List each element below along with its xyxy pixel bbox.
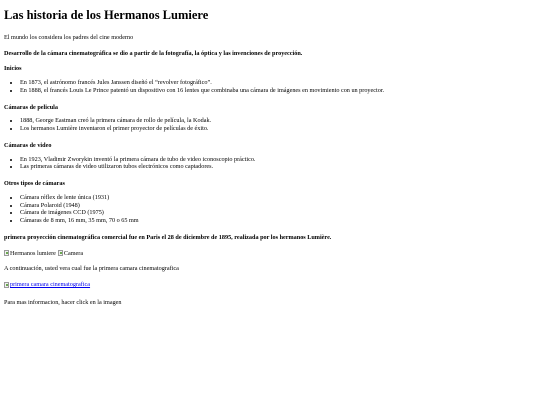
first-camera-image-alt: primera camara cinematografica (10, 281, 91, 288)
section-heading-inicios: Inicios (4, 65, 22, 73)
first-camera-link-paragraph (4, 281, 536, 291)
summary-text: Desarrollo de la cámara cinematográfica se dio a partir de la fotografía, la óptica y las invenciones de proyección. (4, 49, 303, 57)
image-row (4, 250, 536, 258)
list-item: • Los hermanos Lumière inventaron el primer proyector de películas de éxito. (20, 125, 536, 133)
camera-image-alt: Camera (63, 249, 84, 257)
list-item: • Las primeras cámaras de video utilizaron tubos electrónicos como captadores. (20, 163, 536, 171)
section-list-inicios (4, 79, 536, 95)
section-list-camaras-de-pelicula (4, 117, 536, 133)
list-item: • Cámara de imágenes CCD (1975) (20, 209, 536, 217)
first-camera-image-link[interactable] (4, 281, 90, 289)
broken-image-icon (4, 282, 9, 288)
section-list-camaras-de-video (4, 156, 536, 172)
list-item: • En 1873, el astrónomo francés Jules Janssen diseñó el “revolver fotográfico”. (20, 79, 536, 87)
section-list-otros-tipos (4, 194, 536, 225)
section-heading-otros-tipos: Otros tipos de cámaras (4, 180, 65, 187)
section-heading-camaras-de-video: Cámaras de video (4, 141, 52, 149)
camera-image (58, 250, 83, 258)
list-item: • 1888, George Eastman creó la primera cámara de rollo de película, la Kodak. (20, 117, 536, 125)
brothers-image (4, 250, 56, 258)
intro-text: El mundo los considera los padres del cine moderno (4, 33, 134, 41)
list-item: • Cámara Polaroid (1948) (20, 202, 536, 210)
broken-image-icon (58, 250, 63, 256)
first-projection-text: primera proyección cinematográfica comercial fue en Paris el 28 de diciembre de 1895, realizada por los hermanos Lumière. (4, 233, 332, 241)
list-item: • En 1888, el francés Louis Le Prince patentó un dispositivo con 16 lentes que combinaba una cámara de imágenes en movimiento con un proyector. (20, 87, 536, 95)
list-item: • Cámaras de 8 mm, 16 mm, 35 mm, 70 o 65 mm (20, 217, 536, 225)
brothers-image-alt: Hermanos lumiere (10, 249, 56, 257)
page-title: Las historia de los Hermanos Lumiere (4, 8, 209, 22)
broken-image-icon (4, 250, 9, 256)
continuation-text: A continuación, usted vera cual fue la primera camara cinematografica (4, 265, 179, 273)
section-heading-camaras-de-pelicula: Cámaras de pelicula (4, 103, 58, 111)
list-item: • En 1923, Vladimir Zworykin inventó la primera cámara de tubo de video iconoscopio práctico. (20, 156, 536, 164)
more-info-text: Para mas informacion, hacer click en la imagen (4, 298, 122, 306)
list-item: • Cámara réflex de lente única (1931) (20, 194, 536, 202)
